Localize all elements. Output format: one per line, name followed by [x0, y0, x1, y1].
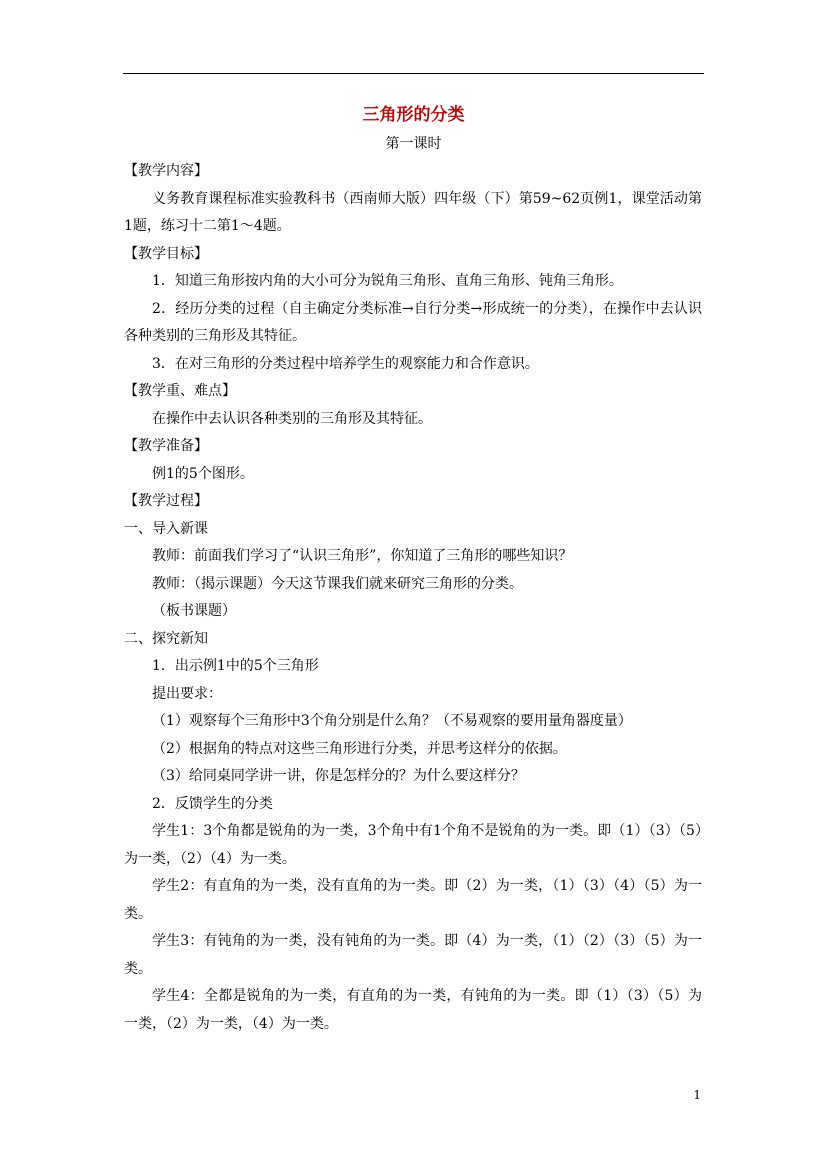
section-heading: 【教学目标】: [124, 245, 208, 262]
paragraph: 提出要求：: [152, 685, 222, 702]
paragraph: （2）根据角的特点对这些三角形进行分类，并思考这样分的依据。: [152, 740, 567, 757]
paragraph: 例1的5个图形。: [152, 465, 254, 482]
document-subtitle: 第一课时: [385, 136, 442, 152]
paragraph: 学生3：有钝角的为一类，没有钝角的为一类。即（4）为一类，（1）（2）（3）（5）为一类。: [124, 933, 702, 977]
paragraph: 1．知道三角形按内角的大小可分为锐角三角形、直角三角形、钝角三角形。: [152, 273, 623, 289]
paragraph: 学生1：3个角都是锐角的为一类，3个角中有1个角不是锐角的为一类。即（1）（3）（5）为一类，（2）（4）为一类。: [124, 823, 702, 867]
section-heading: 【教学准备】: [124, 438, 208, 454]
paragraph: 2．反馈学生的分类: [152, 795, 273, 812]
section-heading: 【教学重、难点】: [124, 383, 236, 399]
paragraph: （板书课题）: [152, 603, 236, 619]
paragraph: 教师：前面我们学习了“认识三角形”，你知道了三角形的哪些知识？: [152, 548, 573, 564]
paragraph: 学生4：全都是锐角的为一类，有直角的为一类，有钝角的为一类。即（1）（3）（5）为一类，（2）为一类，（4）为一类。: [124, 988, 702, 1032]
paragraph: 1．出示例1中的5个三角形: [152, 658, 319, 674]
paragraph: （3）给同桌同学讲一讲，你是怎样分的？为什么要这样分？: [152, 768, 525, 784]
section-heading: 【教学内容】: [124, 163, 208, 179]
paragraph: 教师：（揭示课题）今天这节课我们就来研究三角形的分类。: [152, 575, 523, 592]
document-title: 三角形的分类: [362, 105, 465, 125]
paragraph: 3．在对三角形的分类过程中培养学生的观察能力和合作意识。: [152, 355, 539, 372]
paragraph: 学生2：有直角的为一类，没有直角的为一类。即（2）为一类，（1）（3）（4）（5）为一类。: [124, 878, 702, 922]
page-number: 1: [693, 1088, 701, 1102]
header-rule: [123, 73, 704, 74]
section-heading: 【教学过程】: [124, 493, 208, 509]
document-body: [124, 158, 702, 1038]
paragraph: 在操作中去认识各种类别的三角形及其特征。: [152, 410, 432, 427]
paragraph: （1）观察每个三角形中3个角分别是什么角？（不易观察的要用量角器度量）: [152, 713, 632, 729]
paragraph: 2．经历分类的过程（自主确定分类标准→自行分类→形成统一的分类），在操作中去认识各种类别的三角形及其特征。: [124, 300, 702, 344]
part-heading: 一、导入新课: [124, 520, 208, 537]
paragraph: 义务教育课程标准实验教科书（西南师大版）四年级（下）第59~62页例1，课堂活动第1题，练习十二第1～4题。: [124, 190, 702, 234]
part-heading: 二、探究新知: [124, 630, 208, 647]
